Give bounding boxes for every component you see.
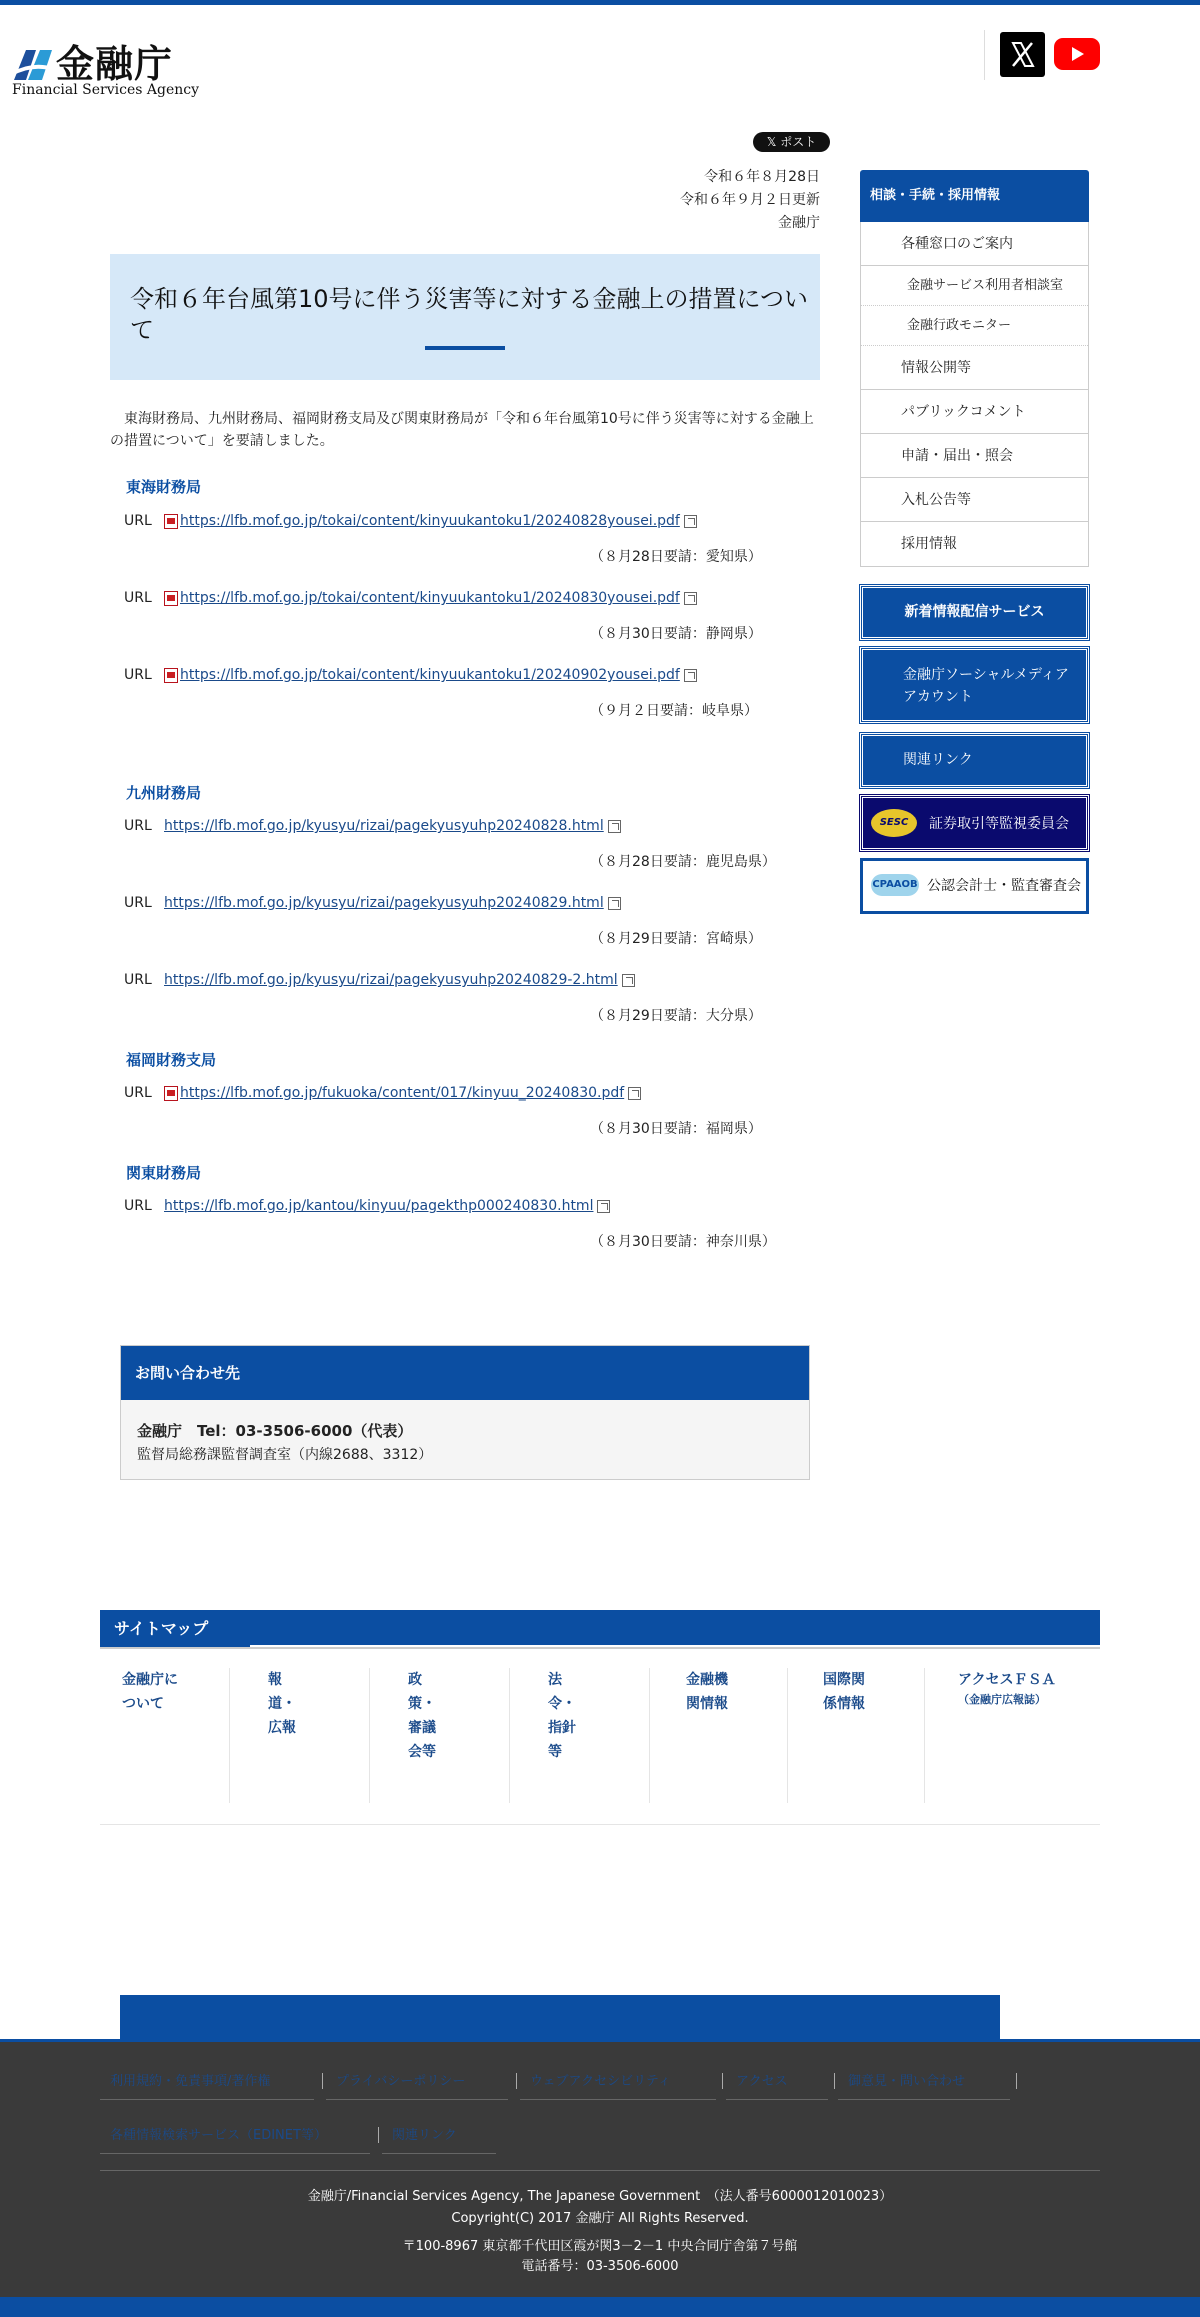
date-block [680, 166, 820, 235]
document-link[interactable]: https://lfb.mof.go.jp/kantou/kinyuu/pagekthp000240830.html [164, 1198, 594, 1214]
sitemap-access-fsa[interactable]: アクセスＦＳＡ （金融庁広報誌） [958, 1668, 1078, 1803]
sidebar-item-disclosure[interactable]: 情報公開等 [861, 346, 1088, 390]
x-twitter-icon[interactable] [1000, 32, 1045, 77]
sidebar-item-tenders[interactable]: 入札公告等 [861, 478, 1088, 522]
published-date: 令和６年８月28日 [704, 169, 820, 185]
footer-link-related[interactable]: 関連リンク [382, 2124, 496, 2154]
section-heading-fukuoka: 福岡財務支局 [126, 1051, 217, 1069]
sesc-banner[interactable] [860, 795, 1089, 851]
footer-link-access[interactable]: アクセス [726, 2070, 828, 2100]
url-row: URL https://lfb.mof.go.jp/tokai/content/kinyuukantoku1/20240828yousei.pdf [124, 511, 697, 531]
sitemap-institutions[interactable]: 金融機関情報 [686, 1668, 788, 1803]
sitemap-header [100, 1610, 1100, 1645]
external-link-icon [628, 1087, 641, 1100]
document-link[interactable]: https://lfb.mof.go.jp/kyusyu/rizai/pagekyusyuhp20240828.html [164, 818, 604, 834]
publisher: 金融庁 [778, 215, 820, 231]
fsa-logo[interactable] [12, 42, 200, 100]
document-link[interactable]: https://lfb.mof.go.jp/tokai/content/kinyuukantoku1/20240902yousei.pdf [180, 667, 680, 683]
sidebar-item-user-consultation[interactable]: 金融サービス利用者相談室 [861, 266, 1088, 306]
sitemap-laws[interactable]: 法令・指針等 [548, 1668, 650, 1803]
external-link-icon [684, 669, 697, 682]
sitemap-bottom-divider [100, 1824, 1100, 1825]
footer-divider [100, 2170, 1100, 2171]
url-row: URL https://lfb.mof.go.jp/fukuoka/content/017/kinyuu_20240830.pdf [124, 1083, 641, 1103]
related-links-button[interactable]: 関連リンク [860, 733, 1089, 788]
url-row: URL https://lfb.mof.go.jp/kyusyu/rizai/pagekyusyuhp20240829.html [124, 893, 621, 913]
footer-phone: 電話番号：03-3506-6000 [521, 2259, 679, 2274]
footer-separator [378, 2127, 379, 2143]
intro-text: 東海財務局、九州財務局、福岡財務支局及び関東財務局が「令和６年台風第10号に伴う災害等に対する金融上の措置について」を要請しました。 [110, 411, 814, 449]
sidebar-item-recruitment[interactable]: 採用情報 [901, 536, 957, 552]
footer-separator [516, 2073, 517, 2089]
pdf-icon [164, 591, 178, 606]
contact-heading: お問い合わせ先 [121, 1346, 809, 1400]
request-note: （８月28日要請：鹿児島県） [590, 854, 776, 870]
header-divider [984, 30, 985, 80]
sidebar-item-public-comment[interactable]: パブリックコメント [861, 390, 1088, 434]
document-link[interactable]: https://lfb.mof.go.jp/tokai/content/kinyuukantoku1/20240830yousei.pdf [180, 590, 680, 606]
external-link-icon [684, 592, 697, 605]
url-row: URL https://lfb.mof.go.jp/tokai/content/kinyuukantoku1/20240902yousei.pdf [124, 665, 697, 685]
request-note: （８月30日要請：静岡県） [590, 626, 762, 642]
footer-copyright: Copyright(C) 2017 金融庁 All Rights Reserved. [451, 2211, 749, 2226]
url-row: URL https://lfb.mof.go.jp/tokai/content/kinyuukantoku1/20240830yousei.pdf [124, 588, 697, 608]
contact-department: 監督局総務課監督調査室（内線2688、3312） [137, 1447, 433, 1463]
contact-box [120, 1345, 810, 1480]
x-post-button[interactable]: 𝕏 ポスト [753, 132, 830, 152]
document-link[interactable]: https://lfb.mof.go.jp/tokai/content/kinyuukantoku1/20240828yousei.pdf [180, 513, 680, 529]
request-note: （８月29日要請：大分県） [590, 1008, 762, 1024]
x-post-icon: 𝕏 [766, 135, 781, 149]
footer-address: 〒100-8967 東京都千代田区霞が関3－2－1 中央合同庁舎第７号館 [402, 2239, 798, 2254]
footer-link-edinet[interactable]: 各種情報検索サービス（EDINET等） [100, 2124, 370, 2154]
footer-separator [722, 2073, 723, 2089]
sitemap-label: サイトマップ [114, 1619, 209, 1638]
footer-link-feedback[interactable]: 御意見・問い合わせ [838, 2070, 1010, 2100]
sitemap-access-sub: （金融庁広報誌） [958, 1693, 1046, 1706]
sidebar-item-applications[interactable]: 申請・届出・照会 [861, 434, 1088, 478]
bottom-accent-bar [0, 2297, 1200, 2317]
url-row: URL https://lfb.mof.go.jp/kantou/kinyuu/pagekthp000240830.html [124, 1196, 610, 1216]
sidebar-item-admin-monitor[interactable]: 金融行政モニター [861, 306, 1088, 346]
url-row: URL https://lfb.mof.go.jp/kyusyu/rizai/pagekyusyuhp20240828.html [124, 816, 621, 836]
section-heading-tokai: 東海財務局 [126, 478, 202, 496]
title-underline [425, 346, 505, 350]
document-link[interactable]: https://lfb.mof.go.jp/kyusyu/rizai/pagekyusyuhp20240829-2.html [164, 972, 618, 988]
fsa-logo-mark-icon [12, 46, 56, 82]
sidebar-item-contact-windows[interactable]: 各種窓口のご案内 [861, 222, 1088, 266]
request-note: （８月30日要請：福岡県） [590, 1121, 762, 1137]
external-link-icon [684, 515, 697, 528]
section-heading-kanto: 関東財務局 [126, 1164, 202, 1182]
footer-agency: 金融庁/Financial Services Agency, The Japanese Government （法人番号6000012010023） [307, 2189, 893, 2204]
cpaaob-banner[interactable] [860, 858, 1089, 914]
footer-link-privacy[interactable]: プライバシーポリシー [326, 2070, 508, 2100]
external-link-icon [622, 974, 635, 987]
sitemap-about-fsa[interactable]: 金融庁について [122, 1668, 230, 1803]
page-title-box [110, 254, 820, 380]
footer-link-accessibility[interactable]: ウェブアクセシビリティ [520, 2070, 716, 2100]
footer-separator [834, 2073, 835, 2089]
logo-text-en: Financial Services Agency [12, 82, 200, 98]
footer-separator [322, 2073, 323, 2089]
cpaaob-label: 公認会計士・監査審査会 [927, 878, 1081, 894]
footer [0, 2039, 1200, 2297]
pdf-icon [164, 1086, 178, 1101]
sesc-logo-icon: SESC [871, 809, 917, 837]
document-link[interactable]: https://lfb.mof.go.jp/fukuoka/content/017/kinyuu_20240830.pdf [180, 1085, 625, 1101]
request-note: （８月28日要請：愛知県） [590, 549, 762, 565]
sitemap-press[interactable]: 報道・広報 [268, 1668, 370, 1803]
sitemap-international[interactable]: 国際関係情報 [823, 1668, 925, 1803]
youtube-icon[interactable] [1054, 38, 1100, 70]
top-accent-bar [0, 0, 1200, 5]
external-link-icon [608, 820, 621, 833]
contact-phone: 金融庁 Tel：03-3506-6000（代表） [137, 1422, 413, 1440]
sitemap-divider [100, 1647, 1100, 1649]
sesc-label: 証券取引等監視委員会 [929, 816, 1069, 832]
footer-separator [1016, 2073, 1017, 2089]
updated-date: 令和６年９月２日更新 [680, 192, 820, 208]
cpaaob-logo-icon: CPAAOB [871, 874, 919, 896]
external-link-icon [597, 1200, 610, 1213]
pdf-icon [164, 514, 178, 529]
page-title: 令和６年台風第10号に伴う災害等に対する金融上の措置について [130, 285, 809, 344]
pdf-icon [164, 668, 178, 683]
request-note: （９月２日要請：岐阜県） [590, 703, 758, 719]
logo-text-jp: 金融庁 [56, 42, 174, 86]
footer-accent-band [120, 1995, 1000, 2039]
document-link[interactable]: https://lfb.mof.go.jp/kyusyu/rizai/pagekyusyuhp20240829.html [164, 895, 604, 911]
social-media-button[interactable]: 金融庁ソーシャルメディアアカウント [860, 647, 1089, 723]
request-note: （８月29日要請：宮崎県） [590, 931, 762, 947]
external-link-icon [608, 897, 621, 910]
footer-link-terms[interactable]: 利用規約・免責事項/著作権 [100, 2070, 314, 2100]
sidebar-heading: 相談・手続・採用情報 [860, 170, 1089, 222]
sitemap-policy[interactable]: 政策・審議会等 [408, 1668, 510, 1803]
section-heading-kyusyu: 九州財務局 [126, 784, 202, 802]
url-row: URL https://lfb.mof.go.jp/kyusyu/rizai/pagekyusyuhp20240829-2.html [124, 970, 635, 990]
request-note: （８月30日要請：神奈川県） [590, 1234, 776, 1250]
news-delivery-button[interactable]: 新着情報配信サービス [860, 585, 1089, 640]
sidebar-nav [860, 170, 1089, 567]
